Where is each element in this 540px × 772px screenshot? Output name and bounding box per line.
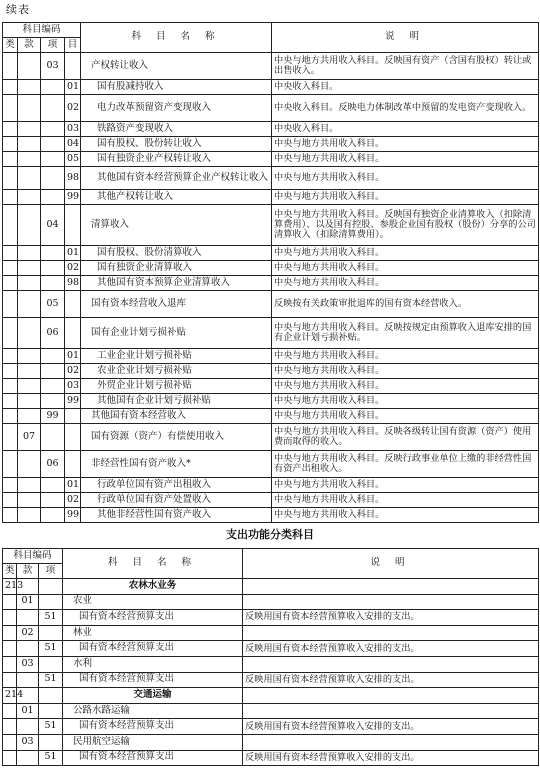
cell-desc	[243, 656, 539, 672]
cell-lei	[3, 261, 18, 276]
cell-kuan	[17, 672, 39, 688]
cell-lei	[3, 205, 18, 246]
cell-mu	[65, 451, 81, 478]
cell-name: 林业	[63, 625, 243, 641]
cell-desc: 反映用国有资本经营预算收入安排的支出。	[243, 672, 539, 688]
col-xiang: 项	[41, 38, 65, 53]
table-row	[3, 656, 539, 672]
cell-xiang	[39, 579, 63, 595]
cell-mu: 03	[65, 379, 81, 394]
cell-name: 清算收入	[81, 205, 272, 246]
cell-xiang	[41, 137, 65, 152]
cell-desc: 中央与地方共用收入科目。	[272, 508, 539, 523]
cell-desc: 反映用国有资本经营预算收入安排的支出。	[243, 750, 539, 766]
cell-name: 国有企业计划亏损补贴	[81, 318, 272, 349]
cell-kuan: 07	[18, 424, 41, 451]
cell-name: 其他国有资本经营收入	[81, 409, 272, 424]
cell-desc	[243, 688, 539, 704]
cell-kuan	[18, 451, 41, 478]
cell-mu: 98	[65, 276, 81, 291]
cell-lei	[3, 53, 18, 80]
cell-desc: 中央与地方共用收入科目。反映行政事业单位上缴的非经营性国有资产出租收入。	[272, 451, 539, 478]
cell-xiang	[41, 394, 65, 409]
cell-name: 国有资本经营预算支出	[63, 672, 243, 688]
cell-desc: 中央与地方共用收入科目。	[272, 246, 539, 261]
cell-xiang: 05	[41, 291, 65, 318]
cell-lei	[3, 291, 18, 318]
cell-name: 非经营性国有资产收入*	[81, 451, 272, 478]
cell-xiang: 06	[41, 451, 65, 478]
cell-kuan	[18, 80, 41, 95]
name-header: 科 目 名 称	[81, 23, 272, 53]
cell-desc: 中央与地方共用收入科目。	[272, 190, 539, 205]
cell-name: 行政单位国有资产处置收入	[81, 493, 272, 508]
table-row	[3, 478, 539, 493]
cell-mu	[65, 291, 81, 318]
cell-lei	[3, 424, 18, 451]
cell-xiang	[39, 703, 63, 719]
cell-name: 国有资源（资产）有偿使用收入	[81, 424, 272, 451]
cell-kuan	[18, 409, 41, 424]
continued-label: 续表	[6, 3, 30, 16]
cell-lei	[3, 95, 18, 122]
cell-kuan	[17, 750, 39, 766]
cell-name: 工业企业计划亏损补贴	[81, 349, 272, 364]
cell-desc: 中央与地方共用收入科目。	[272, 394, 539, 409]
cell-desc: 中央与地方共用收入科目。反映各级转让国有资源（资产）使用费而取得的收入。	[272, 424, 539, 451]
table-row	[3, 122, 539, 137]
cell-xiang	[41, 364, 65, 379]
cell-mu: 01	[65, 478, 81, 493]
table-row	[3, 53, 539, 80]
cell-desc: 中央收入科目。反映电力体制改革中预留的发电资产变现收入。	[272, 95, 539, 122]
cell-xiang: 03	[41, 53, 65, 80]
cell-lei	[3, 625, 17, 641]
cell-name: 产权转让收入	[81, 53, 272, 80]
cell-kuan	[18, 318, 41, 349]
cell-name: 农业	[63, 594, 243, 610]
cell-desc: 中央与地方共用收入科目。	[272, 152, 539, 167]
cell-lei	[3, 610, 17, 626]
cell-xiang	[41, 122, 65, 137]
cell-kuan	[18, 246, 41, 261]
table-row	[3, 451, 539, 478]
table-row	[3, 364, 539, 379]
cell-name: 公路水路运输	[63, 703, 243, 719]
cell-xiang	[41, 349, 65, 364]
cell-xiang	[39, 734, 63, 750]
name-header: 科 目 名 称	[63, 549, 243, 579]
cell-xiang: 51	[39, 719, 63, 735]
cell-kuan	[18, 379, 41, 394]
cell-kuan: 03	[17, 734, 39, 750]
cell-kuan	[18, 205, 41, 246]
cell-desc: 中央与地方共用收入科目。	[272, 364, 539, 379]
cell-xiang	[39, 656, 63, 672]
cell-name: 电力改革预留资产变现收入	[81, 95, 272, 122]
cell-mu: 01	[65, 349, 81, 364]
code-group-header: 科目编码	[3, 23, 81, 38]
cell-lei	[3, 137, 18, 152]
cell-desc: 中央与地方共用收入科目。反映国有独资企业清算收入（扣除清算费用）、以及国有控股、参股企业国有股权（股份）分享的公司清算收入（扣除清算费用）。	[272, 205, 539, 246]
cell-desc: 中央与地方共用收入科目。	[272, 478, 539, 493]
cell-desc: 反映用国有资本经营预算收入安排的支出。	[243, 641, 539, 657]
table-row	[3, 276, 539, 291]
cell-lei: 213	[3, 579, 17, 595]
cell-lei: 214	[3, 688, 17, 704]
cell-desc: 反映按有关政策审批退库的国有资本经营收入。	[272, 291, 539, 318]
cell-lei	[3, 641, 17, 657]
cell-desc	[243, 579, 539, 595]
cell-desc: 中央与地方共用收入科目。反映国有资产（含国有股权）转让或出售收入。	[272, 53, 539, 80]
cell-xiang	[41, 261, 65, 276]
cell-desc: 中央与地方共用收入科目。	[272, 276, 539, 291]
cell-lei	[3, 364, 18, 379]
table-row	[3, 424, 539, 451]
cell-mu: 01	[65, 80, 81, 95]
cell-lei	[3, 394, 18, 409]
table-row	[3, 205, 539, 246]
cell-xiang	[41, 478, 65, 493]
cell-mu: 05	[65, 152, 81, 167]
table-row	[3, 291, 539, 318]
cell-lei	[3, 349, 18, 364]
col-mu: 目	[65, 38, 81, 53]
cell-mu: 01	[65, 246, 81, 261]
table-row	[3, 190, 539, 205]
table-row	[3, 672, 539, 688]
cell-kuan: 03	[17, 656, 39, 672]
cell-kuan	[18, 276, 41, 291]
cell-name: 行政单位国有资产出租收入	[81, 478, 272, 493]
cell-desc: 中央与地方共用收入科目。	[272, 493, 539, 508]
table-row	[3, 703, 539, 719]
cell-kuan	[18, 478, 41, 493]
cell-xiang	[41, 80, 65, 95]
cell-mu	[65, 318, 81, 349]
table-row	[3, 349, 539, 364]
cell-xiang	[41, 190, 65, 205]
cell-lei	[3, 276, 18, 291]
cell-lei	[3, 152, 18, 167]
cell-mu: 03	[65, 122, 81, 137]
cell-kuan	[17, 641, 39, 657]
cell-xiang	[39, 625, 63, 641]
cell-kuan	[18, 508, 41, 523]
cell-xiang: 99	[41, 409, 65, 424]
table-row	[3, 394, 539, 409]
cell-desc: 中央与地方共用收入科目。	[272, 349, 539, 364]
cell-xiang	[41, 424, 65, 451]
cell-kuan	[18, 95, 41, 122]
cell-name: 国有资本经营预算支出	[63, 610, 243, 626]
income-table	[2, 22, 539, 523]
cell-lei	[3, 80, 18, 95]
col-lei: 类	[3, 564, 17, 579]
code-group-header: 科目编码	[3, 549, 63, 564]
cell-lei	[3, 379, 18, 394]
table-row	[3, 152, 539, 167]
cell-lei	[3, 719, 17, 735]
cell-xiang: 51	[39, 610, 63, 626]
cell-kuan	[18, 167, 41, 190]
cell-kuan	[18, 122, 41, 137]
cell-lei	[3, 734, 17, 750]
cell-desc: 中央收入科目。	[272, 80, 539, 95]
cell-mu: 04	[65, 137, 81, 152]
cell-lei	[3, 656, 17, 672]
cell-mu	[65, 53, 81, 80]
table-row	[3, 719, 539, 735]
cell-xiang: 51	[39, 672, 63, 688]
cell-name: 外贸企业计划亏损补贴	[81, 379, 272, 394]
cell-name: 国有资本经营预算支出	[63, 641, 243, 657]
cell-lei	[3, 246, 18, 261]
cell-xiang: 51	[39, 750, 63, 766]
cell-desc	[243, 734, 539, 750]
table-row	[3, 246, 539, 261]
cell-name: 水利	[63, 656, 243, 672]
cell-name: 其他国有资本经营预算企业产权转让收入	[81, 167, 272, 190]
table-row	[3, 95, 539, 122]
cell-desc	[243, 703, 539, 719]
table-row	[3, 610, 539, 626]
cell-kuan	[18, 493, 41, 508]
cell-mu: 99	[65, 508, 81, 523]
table-row	[3, 625, 539, 641]
col-xiang: 项	[39, 564, 63, 579]
cell-xiang	[39, 594, 63, 610]
table-row	[3, 750, 539, 766]
cell-lei	[3, 493, 18, 508]
cell-xiang	[41, 276, 65, 291]
cell-name: 其他国有企业计划亏损补贴	[81, 394, 272, 409]
col-kuan: 款	[18, 38, 41, 53]
cell-lei	[3, 508, 18, 523]
cell-mu: 02	[65, 364, 81, 379]
cell-mu	[65, 205, 81, 246]
cell-lei	[3, 122, 18, 137]
cell-lei	[3, 190, 18, 205]
cell-desc: 中央收入科目。	[272, 122, 539, 137]
cell-lei	[3, 167, 18, 190]
cell-xiang	[41, 246, 65, 261]
table-row	[3, 379, 539, 394]
cell-desc: 反映用国有资本经营预算收入安排的支出。	[243, 610, 539, 626]
cell-mu: 02	[65, 493, 81, 508]
cell-name: 交通运输	[63, 688, 243, 704]
cell-kuan: 01	[17, 594, 39, 610]
table-row	[3, 734, 539, 750]
cell-name: 其他产权转让收入	[81, 190, 272, 205]
cell-name: 其他非经营性国有资产收入	[81, 508, 272, 523]
cell-desc: 中央与地方共用收入科目。	[272, 261, 539, 276]
cell-lei	[3, 409, 18, 424]
cell-lei	[3, 318, 18, 349]
table-row	[3, 80, 539, 95]
cell-name: 国有资本经营预算支出	[63, 719, 243, 735]
table-row	[3, 641, 539, 657]
cell-xiang	[41, 167, 65, 190]
table-row	[3, 137, 539, 152]
cell-desc: 中央与地方共用收入科目。	[272, 379, 539, 394]
cell-desc: 中央与地方共用收入科目。	[272, 409, 539, 424]
cell-xiang: 06	[41, 318, 65, 349]
table-row	[3, 167, 539, 190]
cell-name: 农林水业务	[63, 579, 243, 595]
cell-xiang: 04	[41, 205, 65, 246]
cell-mu: 02	[65, 95, 81, 122]
cell-name: 国有资本经营收入退库	[81, 291, 272, 318]
cell-kuan	[17, 719, 39, 735]
cell-mu: 98	[65, 167, 81, 190]
expense-table	[2, 548, 539, 766]
cell-name: 其他国有资本预算企业清算收入	[81, 276, 272, 291]
cell-desc: 中央与地方共用收入科目。反映按规定由预算收入退库安排的国有企业计划亏损补贴。	[272, 318, 539, 349]
cell-kuan	[18, 349, 41, 364]
cell-mu	[65, 424, 81, 451]
cell-name: 国有独资企业清算收入	[81, 261, 272, 276]
cell-name: 国有股权、股份转让收入	[81, 137, 272, 152]
table-row	[3, 508, 539, 523]
cell-xiang	[41, 152, 65, 167]
section-title: 支出功能分类科目	[226, 528, 314, 541]
cell-mu: 02	[65, 261, 81, 276]
cell-desc: 中央与地方共用收入科目。	[272, 167, 539, 190]
cell-xiang	[41, 493, 65, 508]
cell-kuan	[18, 137, 41, 152]
cell-kuan	[18, 394, 41, 409]
col-kuan: 款	[17, 564, 39, 579]
cell-lei	[3, 703, 17, 719]
cell-kuan	[18, 190, 41, 205]
cell-desc: 中央与地方共用收入科目。	[272, 137, 539, 152]
cell-xiang	[41, 508, 65, 523]
cell-kuan	[18, 364, 41, 379]
cell-name: 国有资本经营预算支出	[63, 750, 243, 766]
cell-kuan	[17, 610, 39, 626]
table-row	[3, 409, 539, 424]
desc-header: 说 明	[272, 23, 539, 53]
cell-mu: 99	[65, 190, 81, 205]
cell-xiang	[41, 95, 65, 122]
cell-xiang	[39, 688, 63, 704]
cell-kuan: 02	[17, 625, 39, 641]
cell-kuan	[18, 152, 41, 167]
table-row	[3, 261, 539, 276]
table-row	[3, 493, 539, 508]
cell-name: 国有股减持收入	[81, 80, 272, 95]
table-row	[3, 318, 539, 349]
desc-header: 说 明	[243, 549, 539, 579]
cell-xiang: 51	[39, 641, 63, 657]
cell-lei	[3, 750, 17, 766]
cell-desc	[243, 594, 539, 610]
cell-xiang	[41, 379, 65, 394]
col-lei: 类	[3, 38, 18, 53]
cell-desc: 反映用国有资本经营预算收入安排的支出。	[243, 719, 539, 735]
table-row	[3, 579, 539, 595]
cell-lei	[3, 594, 17, 610]
cell-desc	[243, 625, 539, 641]
cell-kuan	[18, 291, 41, 318]
cell-mu: 99	[65, 394, 81, 409]
cell-lei	[3, 672, 17, 688]
cell-kuan	[18, 53, 41, 80]
cell-lei	[3, 451, 18, 478]
cell-kuan: 01	[17, 703, 39, 719]
cell-name: 国有股权、股份清算收入	[81, 246, 272, 261]
cell-name: 国有独资企业产权转让收入	[81, 152, 272, 167]
cell-name: 铁路资产变现收入	[81, 122, 272, 137]
cell-mu	[65, 409, 81, 424]
cell-name: 民用航空运输	[63, 734, 243, 750]
table-row	[3, 688, 539, 704]
cell-lei	[3, 478, 18, 493]
cell-name: 农业企业计划亏损补贴	[81, 364, 272, 379]
table-row	[3, 594, 539, 610]
cell-kuan	[18, 261, 41, 276]
